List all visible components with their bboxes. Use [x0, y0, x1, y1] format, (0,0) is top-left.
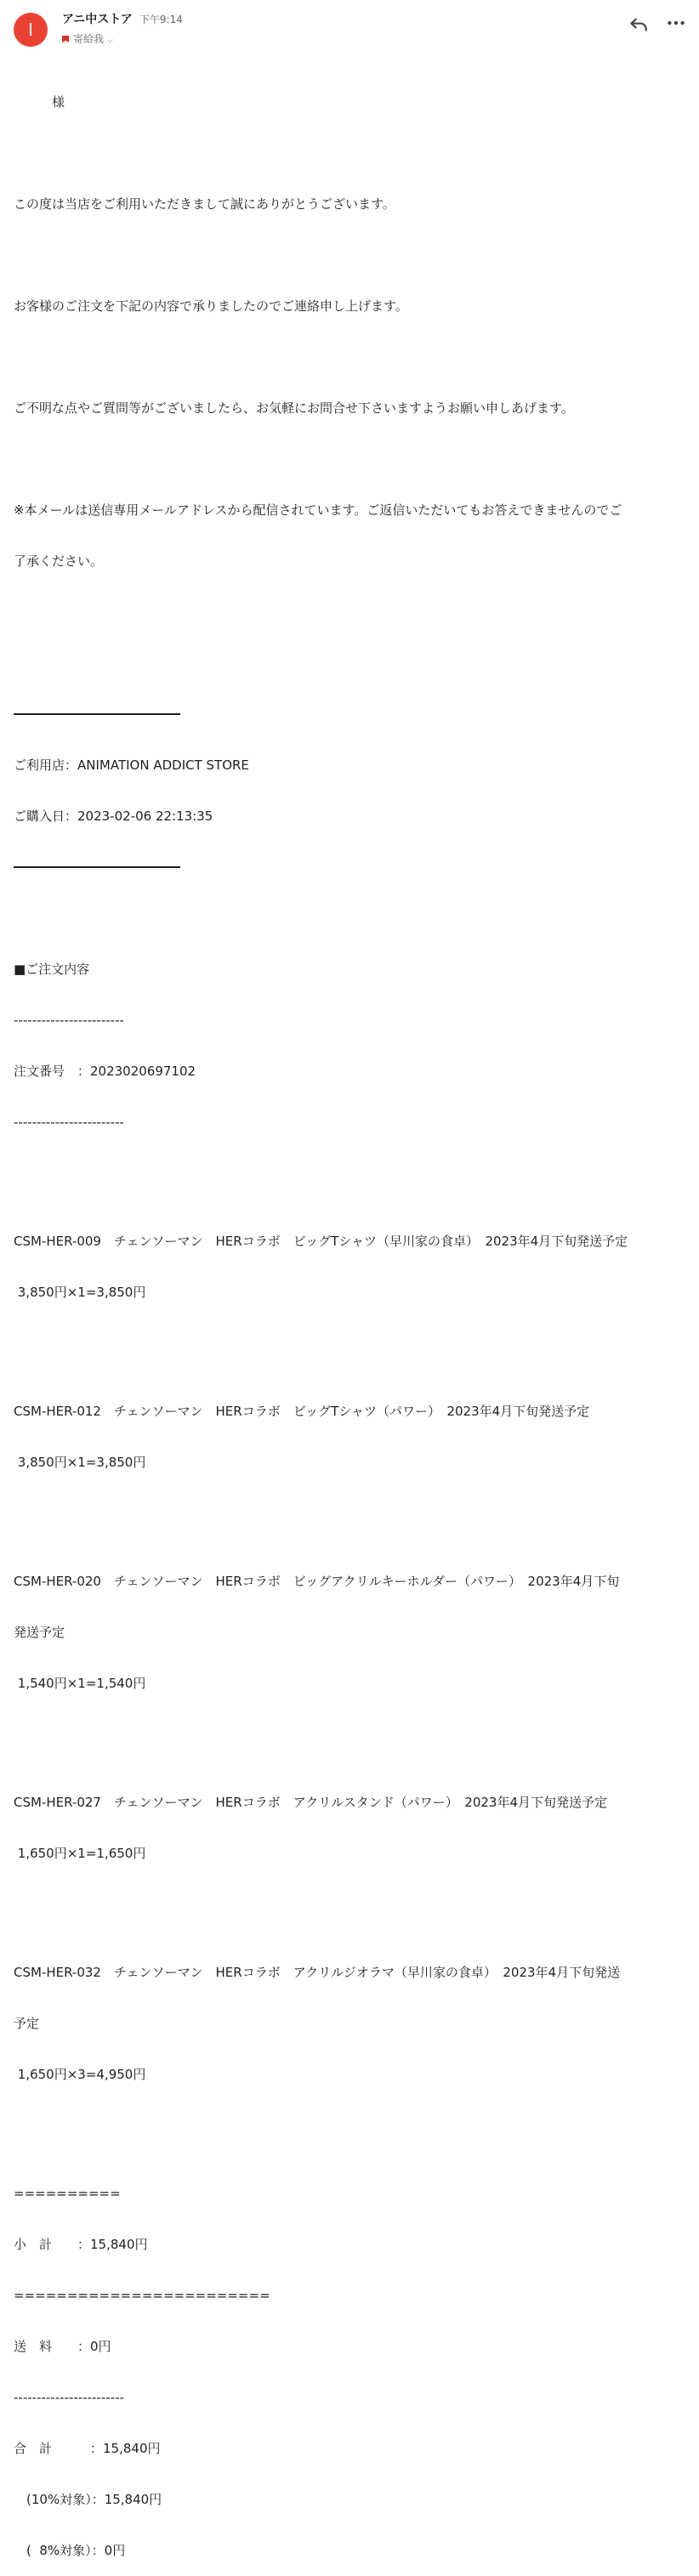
order-number-line: 注文番号 ：2023020697102 [14, 1064, 196, 1079]
tax-10-line: (10%対象）：15,840円 [14, 2492, 162, 2507]
blank-line [14, 1726, 690, 1743]
blank-line [14, 2117, 690, 2134]
blank-line [14, 1335, 690, 1352]
sender-avatar[interactable]: I [14, 13, 48, 47]
paragraph-thanks: この度は当店をご利用いただきまして誠にありがとうございます。 [14, 196, 395, 212]
paragraph-notice-1: ※本メールは送信専用メールアドレスから配信されています。ご返信いただいてもお答えできませんのでご [14, 502, 622, 518]
divider [14, 713, 180, 715]
recipient-details[interactable] [62, 31, 113, 46]
chevron-down-icon[interactable]: ⌵ [107, 37, 113, 45]
shipping-line: 送 料 ：0円 [14, 2339, 111, 2354]
item-line: CSM-HER-012 チェンソーマン HERコラボ ビッグTシャツ（パワー） 2023年4月下旬発送予定 [14, 1404, 590, 1419]
blank-line [14, 349, 690, 366]
paragraph-order-received: お客様のご注文を下記の内容で承りましたのでご連絡申し上げます。 [14, 298, 408, 314]
blank-line [14, 247, 690, 264]
item-price: 1,540円×1=1,540円 [14, 1676, 146, 1691]
item-line-cont: 予定 [14, 2016, 40, 2031]
blank-line [14, 451, 690, 468]
item-line: CSM-HER-032 チェンソーマン HERコラボ アクリルジオラマ（早川家の食卓） 2023年4月下旬発送 [14, 1965, 621, 1980]
item-price: 1,650円×1=1,650円 [14, 1846, 146, 1861]
email-header [0, 0, 699, 53]
blank-line [14, 1505, 690, 1522]
blank-line [14, 604, 690, 621]
recipient-label: 寄給我 [73, 33, 105, 45]
label-tag-icon [62, 36, 69, 43]
blank-line [14, 145, 690, 162]
salutation: 様 [14, 94, 65, 110]
item-price: 1,650円×3=4,950円 [14, 2067, 146, 2082]
dash-separator: ------------------------ [14, 1013, 124, 1028]
sender-name-text: アニ中ストア [62, 13, 133, 26]
divider [14, 866, 180, 868]
store-line: ご利用店：ANIMATION ADDICT STORE [14, 757, 249, 773]
paragraph-inquiries: ご不明な点やご質問等がございましたら、お気軽にお問合せ下さいますようお願い申しあげます。 [14, 400, 574, 416]
item-line-cont: 発送予定 [14, 1625, 65, 1640]
eq-separator: ========== [14, 2186, 121, 2201]
item-price: 3,850円×1=3,850円 [14, 1285, 146, 1300]
blank-line [14, 1896, 690, 1913]
email-time: 下午9:14 [139, 14, 183, 26]
email-body [14, 60, 690, 2576]
dash-separator: ------------------------ [14, 2390, 124, 2405]
sender-name [62, 10, 183, 27]
item-price: 3,850円×1=3,850円 [14, 1455, 146, 1470]
item-line: CSM-HER-027 チェンソーマン HERコラボ アクリルスタンド（パワー） 2023年4月下旬発送予定 [14, 1795, 608, 1810]
total-line: 合 計 ：15,840円 [14, 2441, 161, 2456]
item-line: CSM-HER-020 チェンソーマン HERコラボ ビッグアクリルキーホルダー（パワー） 2023年4月下旬 [14, 1574, 620, 1589]
purchase-date-line: ご購入日：2023-02-06 22:13:35 [14, 809, 213, 824]
dash-separator: ------------------------ [14, 1115, 124, 1130]
blank-line [14, 655, 690, 672]
item-line: CSM-HER-009 チェンソーマン HERコラボ ビッグTシャツ（早川家の食卓） 2023年4月下旬発送予定 [14, 1234, 628, 1249]
tax-8-line: ( 8%対象）：0円 [14, 2543, 126, 2558]
paragraph-notice-2: 了承ください。 [14, 553, 104, 569]
order-heading: ■ご注文内容 [14, 962, 90, 977]
more-vert-icon[interactable] [665, 12, 687, 34]
blank-line [14, 1165, 690, 1182]
subtotal-line: 小 計 ：15,840円 [14, 2237, 148, 2252]
blank-line [14, 910, 690, 927]
eq-separator: ======================== [14, 2288, 270, 2303]
reply-icon[interactable] [628, 12, 650, 34]
